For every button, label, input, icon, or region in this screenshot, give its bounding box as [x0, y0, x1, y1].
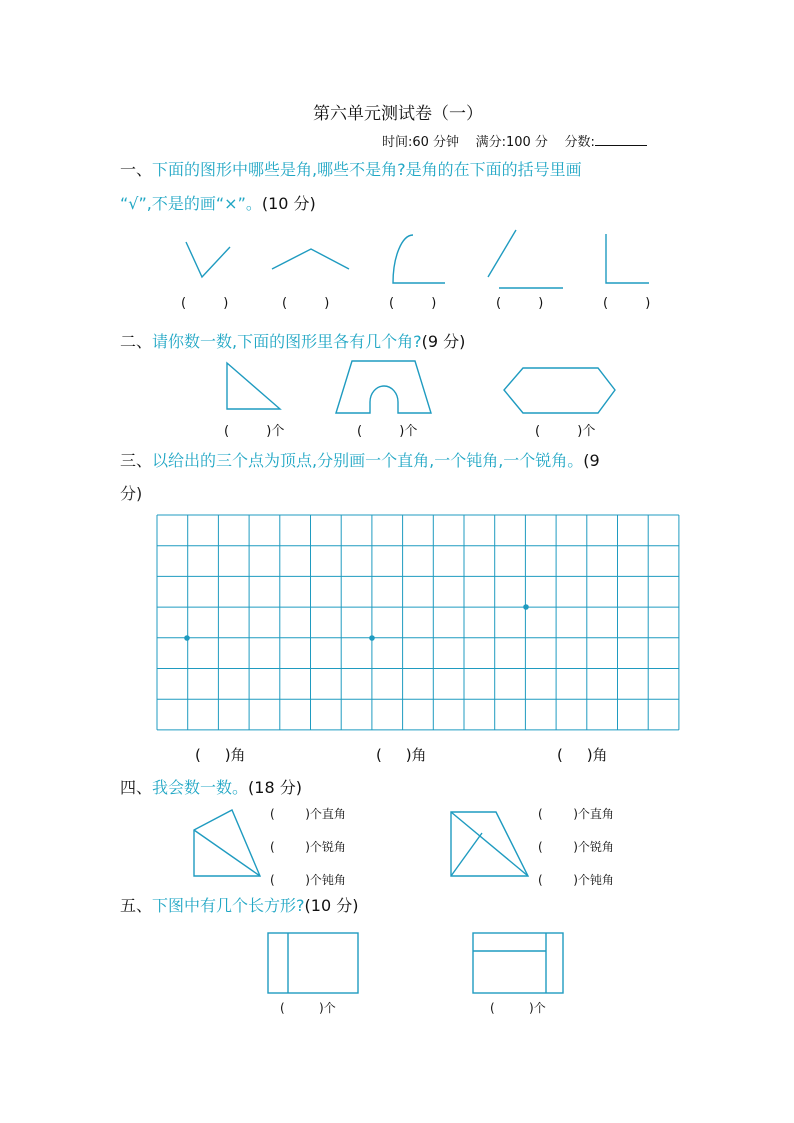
q1-figure-obtuse [272, 249, 349, 269]
q2-score: (9 分) [421, 332, 466, 351]
q1-answer-5[interactable]: ( ) [603, 296, 651, 311]
grid-point-2 [369, 635, 375, 641]
q1-figure-separate-line [488, 230, 516, 277]
grid-point-1 [184, 635, 190, 641]
q1-figure-angle-v [186, 242, 230, 277]
q1-answer-2[interactable]: ( ) [282, 296, 330, 311]
q3-grid[interactable] [157, 515, 679, 730]
q4-right-inner-line [451, 833, 482, 876]
cross-mark: × [224, 194, 238, 213]
q2-heading [120, 330, 465, 354]
q2-answer-1[interactable]: ( )个 [224, 424, 285, 439]
q1-answer-4[interactable]: ( ) [496, 296, 544, 311]
q2-text: 请你数一数,下面的图形里各有几个角? [152, 332, 422, 351]
q4-right-diagonal [451, 812, 528, 876]
q5-answer-1[interactable]: ( )个 [280, 1001, 336, 1015]
q3-answer-1[interactable]: ( )角 [195, 746, 246, 764]
q1-figure-curve [393, 235, 445, 283]
q2-hexagon [504, 368, 615, 413]
q2-number: 二、 [120, 332, 153, 351]
q1-score: (10 分) [261, 194, 316, 213]
q5-score: (10 分) [304, 896, 359, 915]
q1-figure-right-angle [606, 234, 649, 283]
q4-number: 四、 [120, 778, 153, 797]
q3-score-a: (9 [583, 451, 600, 470]
q1-text-2a: “√”,不是的画“ [120, 194, 225, 213]
page-title: 第六单元测试卷（一） [313, 104, 483, 124]
q1-number: 一、 [120, 160, 153, 179]
q3-text: 以给出的三个点为顶点,分别画一个直角,一个钝角,一个锐角。 [152, 451, 584, 470]
q3-score-b: 分) [120, 484, 143, 503]
q2-answer-2[interactable]: ( )个 [357, 424, 418, 439]
q4-right-right-angles[interactable]: ( )个直角 [538, 807, 614, 821]
q4-left-acute-angles[interactable]: ( )个锐角 [270, 840, 346, 854]
q5-text: 下图中有几个长方形? [152, 896, 305, 915]
q5-heading [120, 894, 358, 918]
q5-number: 五、 [120, 896, 153, 915]
q4-figure-left [194, 810, 260, 876]
q5-rect-left [268, 933, 358, 993]
time-label: 时间:60 分钟 [382, 135, 460, 150]
q1-text: 下面的图形中哪些是角,哪些不是角?是角的在下面的括号里画 [152, 160, 582, 179]
q2-answer-3[interactable]: ( )个 [535, 424, 596, 439]
q4-left-right-angles[interactable]: ( )个直角 [270, 807, 346, 821]
q3-number: 三、 [120, 451, 153, 470]
q3-heading [120, 449, 600, 473]
q5-rect-right [473, 933, 563, 993]
q4-right-acute-angles[interactable]: ( )个锐角 [538, 840, 614, 854]
q3-answer-3[interactable]: ( )角 [557, 746, 608, 764]
full-score-label: 满分:100 分 [475, 135, 548, 150]
q4-score: (18 分) [248, 778, 302, 797]
q1-answer-1[interactable]: ( ) [181, 296, 229, 311]
q4-left-obtuse-angles[interactable]: ( )个钝角 [270, 873, 346, 887]
q2-triangle [227, 363, 280, 409]
q4-right-obtuse-angles[interactable]: ( )个钝角 [538, 873, 614, 887]
q4-heading [120, 776, 302, 800]
q1-answer-3[interactable]: ( ) [389, 296, 437, 311]
q2-arch [336, 361, 431, 413]
q3-answer-2[interactable]: ( )角 [376, 746, 427, 764]
q5-answer-2[interactable]: ( )个 [490, 1001, 546, 1015]
q1-text-2b: ”。 [237, 194, 262, 213]
q4-text: 我会数一数。 [152, 778, 249, 797]
grid-point-3 [523, 604, 529, 610]
score-label: 分数: [564, 135, 595, 150]
